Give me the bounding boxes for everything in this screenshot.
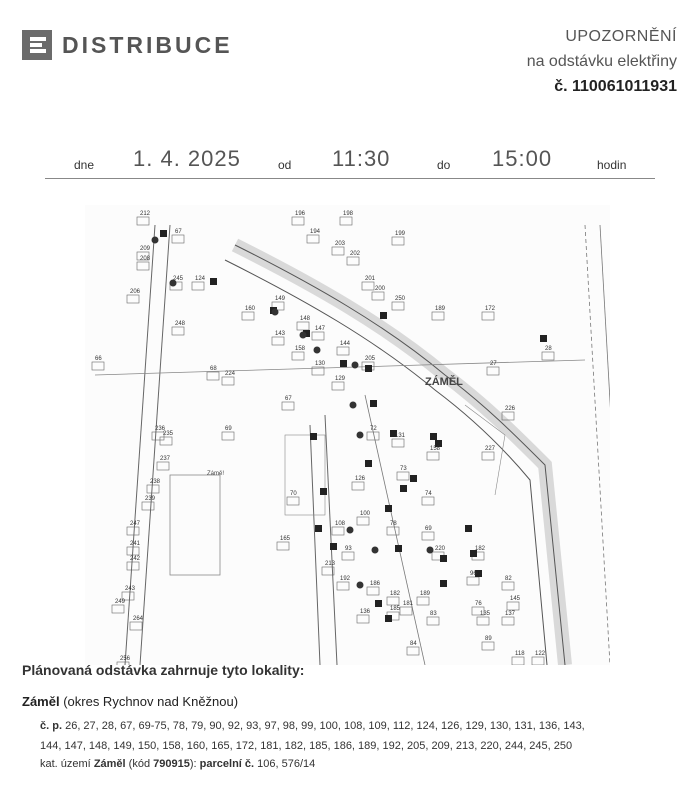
map-building bbox=[362, 282, 374, 290]
map-house-label: 69 bbox=[425, 526, 432, 532]
map-house-label: 131 bbox=[395, 433, 406, 439]
map-building bbox=[542, 352, 554, 360]
map-building bbox=[292, 217, 304, 225]
map-building bbox=[367, 432, 379, 440]
map-house-label: 236 bbox=[155, 426, 166, 432]
map-house-label: 148 bbox=[300, 316, 311, 322]
house-number-list bbox=[40, 716, 670, 756]
cadastre-code: 790915 bbox=[153, 758, 190, 770]
time-from: 11:30 bbox=[332, 146, 391, 171]
map-building bbox=[127, 527, 139, 535]
supply-point-marker bbox=[152, 237, 159, 244]
map-building bbox=[92, 362, 104, 370]
map-building bbox=[477, 617, 489, 625]
map-outage-markers bbox=[152, 230, 548, 622]
planned-heading: Plánovaná odstávka zahrnuje tyto lokality: bbox=[22, 662, 305, 678]
map-house-label: 70 bbox=[290, 491, 297, 497]
map-building bbox=[372, 292, 384, 300]
map-building bbox=[400, 607, 412, 615]
map-building bbox=[272, 337, 284, 345]
map-house-label: 147 bbox=[315, 326, 326, 332]
map-area-label: ZÁMĚL bbox=[425, 376, 463, 388]
supply-point-marker bbox=[357, 432, 364, 439]
map-building bbox=[142, 502, 154, 510]
map-house-label: 73 bbox=[400, 466, 407, 472]
map-house-label: 256 bbox=[120, 656, 131, 662]
outage-marker bbox=[160, 230, 167, 237]
house-numbers-line2: 144, 147, 148, 149, 150, 158, 160, 165, 172, 181, 182, 185, 186, 189, 192, 205, 209, 213, 220, 244, 245, 250 bbox=[40, 740, 573, 752]
outage-marker bbox=[365, 365, 372, 372]
map-house-label: 205 bbox=[365, 356, 376, 362]
map-house-label: 158 bbox=[295, 346, 306, 352]
map-building bbox=[130, 622, 142, 630]
outage-marker bbox=[380, 312, 387, 319]
map-house-label: 209 bbox=[140, 246, 151, 252]
map-house-label: 250 bbox=[395, 296, 406, 302]
map-building bbox=[342, 552, 354, 560]
map-house-label: 224 bbox=[225, 371, 236, 377]
outage-marker bbox=[330, 543, 337, 550]
map-house-label: 100 bbox=[360, 511, 371, 517]
map-building bbox=[332, 382, 344, 390]
map-house-label: 67 bbox=[175, 229, 182, 235]
map-house-label: 247 bbox=[130, 521, 141, 527]
supply-point-marker bbox=[352, 362, 359, 369]
cadastre-line bbox=[40, 758, 315, 770]
map-building bbox=[507, 602, 519, 610]
map-house-label: 143 bbox=[275, 331, 286, 337]
map-house-label: 144 bbox=[340, 341, 351, 347]
map-building bbox=[157, 462, 169, 470]
map-house-label: 118 bbox=[515, 651, 525, 657]
map-building bbox=[347, 257, 359, 265]
map-house-label: 239 bbox=[145, 496, 156, 502]
map-building bbox=[352, 482, 364, 490]
map-house-label: 200 bbox=[375, 286, 386, 292]
map-house-label: 198 bbox=[343, 211, 354, 217]
map-building bbox=[512, 657, 524, 665]
label-hours: hodin bbox=[597, 158, 627, 172]
map-building bbox=[340, 217, 352, 225]
map-house-label: 78 bbox=[390, 521, 397, 527]
map-building bbox=[357, 517, 369, 525]
map-house-label: 135 bbox=[480, 611, 491, 617]
map-building bbox=[482, 452, 494, 460]
map-house-label: 245 bbox=[173, 276, 184, 282]
logo-mark-icon bbox=[22, 30, 52, 60]
map-house-label: 68 bbox=[210, 366, 217, 372]
map-building bbox=[502, 617, 514, 625]
map-house-label: 160 bbox=[245, 306, 256, 312]
supply-point-marker bbox=[272, 309, 279, 316]
outage-marker bbox=[395, 545, 402, 552]
map-building bbox=[112, 605, 124, 613]
map-house-label: 108 bbox=[335, 521, 346, 527]
map-house-label: 96 bbox=[470, 571, 477, 577]
map-building bbox=[307, 235, 319, 243]
map-house-label: 136 bbox=[360, 609, 371, 615]
map-house-label: 238 bbox=[150, 479, 161, 485]
supply-point-marker bbox=[347, 527, 354, 534]
map-house-label: 201 bbox=[365, 276, 376, 282]
map-house-label: 248 bbox=[175, 321, 186, 327]
outage-map bbox=[85, 205, 610, 665]
map-building bbox=[417, 597, 429, 605]
map-house-label: 203 bbox=[335, 241, 346, 247]
map-house-label: 249 bbox=[115, 599, 126, 605]
outage-marker bbox=[440, 580, 447, 587]
map-building bbox=[387, 527, 399, 535]
map-house-label: 172 bbox=[485, 306, 496, 312]
map-house-label: 67 bbox=[285, 396, 292, 402]
time-to: 15:00 bbox=[492, 146, 553, 171]
supply-point-marker bbox=[357, 582, 364, 589]
outage-marker bbox=[385, 615, 392, 622]
map-building bbox=[427, 617, 439, 625]
label-day: dne bbox=[74, 158, 95, 172]
house-numbers-line1: 26, 27, 28, 67, 69-75, 78, 79, 90, 92, 93, 97, 98, 99, 100, 108, 109, 112, 124, 126, 129, 130, 131, 136, 143, bbox=[65, 720, 585, 732]
map-house-label: 199 bbox=[395, 231, 406, 237]
map-building bbox=[392, 237, 404, 245]
map-house-label: 83 bbox=[430, 611, 437, 617]
map-house-label: 241 bbox=[130, 541, 141, 547]
map-building bbox=[532, 657, 544, 665]
map-building bbox=[397, 472, 409, 480]
locality-district: (okres Rychnov nad Kněžnou) bbox=[63, 694, 239, 709]
map-area-label-small: Zámě! bbox=[207, 471, 225, 477]
parcel-numbers: 106, 576/14 bbox=[257, 758, 316, 770]
map-house-label: 243 bbox=[125, 586, 136, 592]
map-building bbox=[127, 295, 139, 303]
map-house-label: 242 bbox=[130, 556, 141, 562]
map-house-label: 227 bbox=[485, 446, 496, 452]
map-building bbox=[487, 367, 499, 375]
outage-marker bbox=[430, 433, 437, 440]
map-building bbox=[357, 615, 369, 623]
map-building bbox=[172, 327, 184, 335]
map-building bbox=[127, 562, 139, 570]
map-building bbox=[432, 312, 444, 320]
locality bbox=[22, 694, 238, 709]
map-building bbox=[147, 485, 159, 493]
map-building bbox=[242, 312, 254, 320]
outage-marker bbox=[310, 433, 317, 440]
parcel-label: parcelní č. bbox=[199, 758, 255, 770]
cadastre-code-end: ): bbox=[189, 758, 197, 770]
map-house-label: 66 bbox=[95, 356, 102, 362]
map-building bbox=[287, 497, 299, 505]
cadastre-name: Záměl bbox=[93, 758, 126, 770]
map-house-label: 129 bbox=[335, 376, 346, 382]
map-building bbox=[172, 235, 184, 243]
outage-marker bbox=[540, 335, 547, 342]
outage-marker bbox=[410, 475, 417, 482]
outage-date: 1. 4. 2025 bbox=[133, 146, 241, 171]
map-house-label: 126 bbox=[355, 476, 366, 482]
outage-marker bbox=[315, 525, 322, 532]
cadastre-code-label: (kód bbox=[128, 758, 151, 770]
map-building bbox=[427, 452, 439, 460]
map-house-label: 76 bbox=[475, 601, 482, 607]
map-house-label: 220 bbox=[435, 546, 446, 552]
map-house-label: 264 bbox=[133, 616, 144, 622]
outage-marker bbox=[465, 525, 472, 532]
map-house-label: 189 bbox=[420, 591, 431, 597]
notice-subtitle: na odstávku elektřiny bbox=[526, 53, 677, 70]
notice-number: č. 110061011931 bbox=[554, 78, 677, 95]
outage-marker bbox=[365, 460, 372, 467]
map-house-label: 27 bbox=[490, 361, 497, 367]
map-building bbox=[207, 372, 219, 380]
map-building bbox=[222, 377, 234, 385]
map-house-label: 202 bbox=[350, 251, 361, 257]
map-building bbox=[332, 527, 344, 535]
map-house-label: 213 bbox=[325, 561, 336, 567]
map-building bbox=[482, 312, 494, 320]
notice-header bbox=[527, 28, 677, 96]
map-building bbox=[160, 437, 172, 445]
map-house-label: 145 bbox=[510, 596, 521, 602]
map-building bbox=[332, 247, 344, 255]
map-house-label: 28 bbox=[545, 346, 552, 352]
map-house-label: 186 bbox=[370, 581, 381, 587]
map-building bbox=[297, 322, 309, 330]
map-building bbox=[337, 582, 349, 590]
brand-name: DISTRIBUCE bbox=[62, 31, 233, 58]
map-building bbox=[392, 439, 404, 447]
map-svg bbox=[85, 205, 610, 665]
house-list-prefix: č. p. bbox=[40, 720, 63, 732]
label-to: do bbox=[437, 158, 451, 172]
map-house-label: 158 bbox=[430, 446, 441, 452]
map-house-label: 82 bbox=[505, 576, 512, 582]
map-house-label: 212 bbox=[140, 211, 151, 217]
map-house-label: 194 bbox=[310, 229, 321, 235]
map-house-label: 182 bbox=[390, 591, 401, 597]
map-building bbox=[312, 332, 324, 340]
map-house-label: 196 bbox=[295, 211, 306, 217]
map-house-label: 89 bbox=[485, 636, 492, 642]
map-house-label: 235 bbox=[163, 431, 174, 437]
supply-point-marker bbox=[300, 332, 307, 339]
outage-marker bbox=[440, 555, 447, 562]
map-house-labels bbox=[95, 211, 552, 662]
map-building bbox=[222, 432, 234, 440]
outage-marker bbox=[375, 600, 382, 607]
outage-marker bbox=[385, 505, 392, 512]
supply-point-marker bbox=[314, 347, 321, 354]
map-building bbox=[282, 402, 294, 410]
map-house-label: 181 bbox=[403, 601, 414, 607]
map-house-label: 206 bbox=[130, 289, 141, 295]
map-house-label: 137 bbox=[505, 611, 516, 617]
map-building bbox=[277, 542, 289, 550]
map-building bbox=[392, 302, 404, 310]
map-building bbox=[422, 532, 434, 540]
label-from: od bbox=[278, 158, 292, 172]
schedule-line bbox=[45, 140, 655, 179]
map-building bbox=[137, 217, 149, 225]
map-building bbox=[137, 262, 149, 270]
map-building bbox=[467, 577, 479, 585]
map-house-label: 69 bbox=[225, 426, 232, 432]
map-house-label: 130 bbox=[315, 361, 326, 367]
map-house-label: 124 bbox=[195, 276, 206, 282]
map-house-label: 74 bbox=[425, 491, 432, 497]
outage-marker bbox=[340, 360, 347, 367]
map-building bbox=[367, 587, 379, 595]
map-building bbox=[292, 352, 304, 360]
map-house-label: 149 bbox=[275, 296, 286, 302]
map-house-label: 72 bbox=[370, 426, 377, 432]
map-building bbox=[502, 582, 514, 590]
map-building bbox=[407, 647, 419, 655]
map-building bbox=[387, 597, 399, 605]
locality-name: Záměl bbox=[22, 694, 60, 709]
supply-point-marker bbox=[427, 547, 434, 554]
map-building bbox=[482, 642, 494, 650]
supply-point-marker bbox=[350, 402, 357, 409]
map-house-label: 237 bbox=[160, 456, 171, 462]
map-building bbox=[192, 282, 204, 290]
outage-marker bbox=[400, 485, 407, 492]
map-house-label: 189 bbox=[435, 306, 446, 312]
outage-marker bbox=[320, 488, 327, 495]
map-house-label: 192 bbox=[340, 576, 351, 582]
map-house-label: 208 bbox=[140, 256, 151, 262]
map-house-label: 182 bbox=[475, 546, 486, 552]
cadastre-prefix: kat. území bbox=[40, 758, 91, 770]
map-house-label: 122 bbox=[535, 651, 546, 657]
map-building bbox=[337, 347, 349, 355]
map-house-label: 226 bbox=[505, 406, 516, 412]
outage-marker bbox=[370, 400, 377, 407]
map-house-label: 93 bbox=[345, 546, 352, 552]
map-house-label: 84 bbox=[410, 641, 417, 647]
logo bbox=[22, 30, 233, 60]
map-house-label: 165 bbox=[280, 536, 291, 542]
outage-marker bbox=[210, 278, 217, 285]
map-building bbox=[422, 497, 434, 505]
supply-point-marker bbox=[372, 547, 379, 554]
notice-title: UPOZORNĚNÍ bbox=[565, 28, 677, 45]
map-house-label: 185 bbox=[390, 606, 401, 612]
